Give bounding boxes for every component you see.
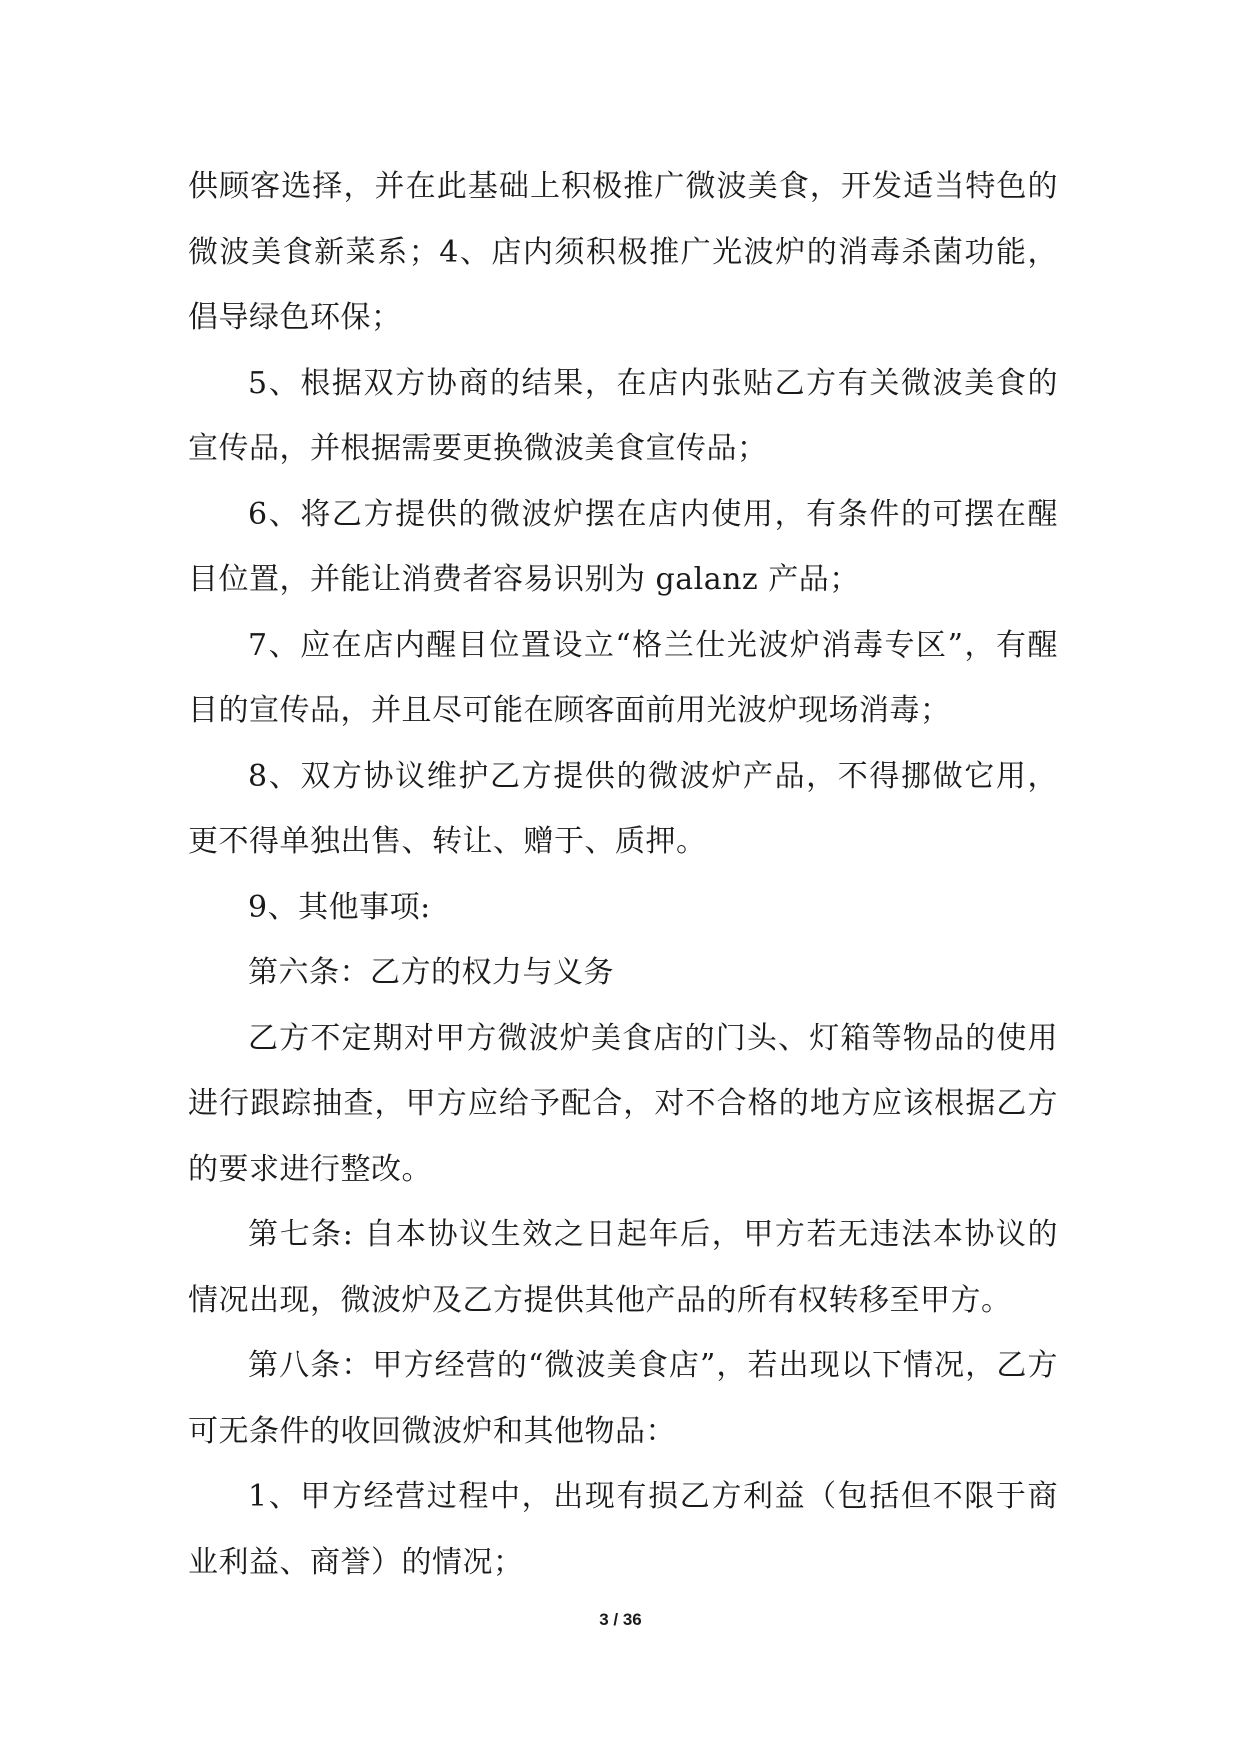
- paragraph: 7、应在店内醒目位置设立“格兰仕光波炉消毒专区”，有醒目的宣传品，并且尽可能在顾客面前用光波炉现场消毒；: [188, 627, 1058, 728]
- section-heading: 第六条：乙方的权力与义务: [248, 955, 614, 990]
- paragraph: 5、根据双方协商的结果，在店内张贴乙方有关微波美食的宣传品，并根据需要更换微波美食宣传品；: [188, 365, 1058, 466]
- paragraph: 9、其他事项:: [248, 889, 431, 925]
- paragraph: 1、甲方经营过程中，出现有损乙方利益（包括但不限于商业利益、商誉）的情况；: [188, 1479, 1058, 1580]
- paragraph: 第八条：甲方经营的“微波美食店”，若出现以下情况，乙方可无条件的收回微波炉和其他物品：: [188, 1348, 1058, 1449]
- paragraph: 6、将乙方提供的微波炉摆在店内使用，有条件的可摆在醒目位置，并能让消费者容易识别为 galanz 产品；: [188, 496, 1058, 597]
- paragraph: 8、双方协议维护乙方提供的微波炉产品，不得挪做它用，更不得单独出售、转让、赠于、质押。: [188, 758, 1058, 859]
- paragraph: 乙方不定期对甲方微波炉美食店的门头、灯箱等物品的使用进行跟踪抽查，甲方应给予配合，对不合格的地方应该根据乙方的要求进行整改。: [188, 1020, 1058, 1187]
- paragraph: 第七条: 自本协议生效之日起年后，甲方若无违法本协议的情况出现，微波炉及乙方提供其他产品的所有权转移至甲方。: [188, 1217, 1058, 1318]
- document-body: [188, 154, 1058, 1595]
- paragraph: 供顾客选择，并在此基础上积极推广微波美食，开发适当特色的微波美食新菜系；4、店内须积极推广光波炉的消毒杀菌功能，倡导绿色环保；: [188, 169, 1058, 335]
- page-number: 3 / 36: [599, 1610, 642, 1629]
